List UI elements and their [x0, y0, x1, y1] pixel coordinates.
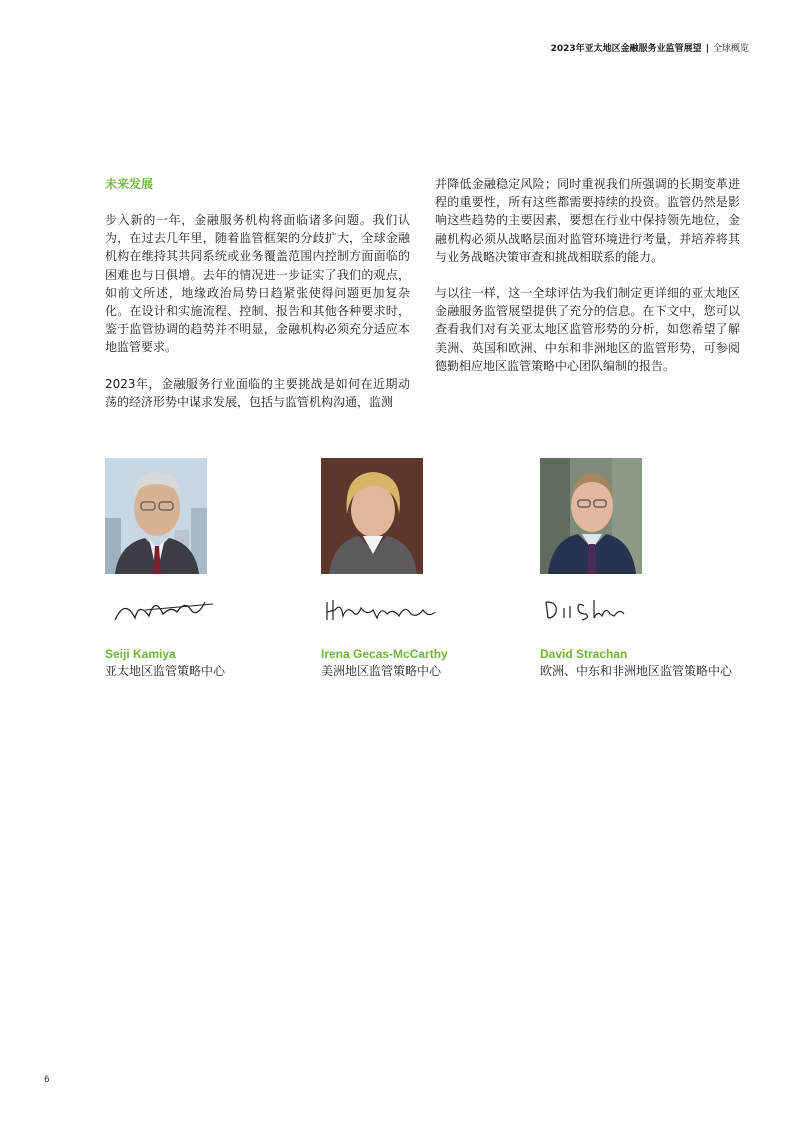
signature-strachan — [540, 588, 670, 628]
signature-gecas-mccarthy — [321, 588, 451, 628]
person-role: 亚太地区监管策略中心 — [105, 664, 226, 678]
person-card-gecas-mccarthy — [321, 458, 551, 680]
person-card-strachan — [540, 458, 770, 680]
portrait-photo-gecas-mccarthy — [321, 458, 423, 574]
person-name: Irena Gecas-McCarthy — [321, 647, 448, 661]
paragraph-continued: 并降低金融稳定风险；同时重视我们所强调的长期变革进程的重要性，所有这些都需要持续的投资。监管仍然是影响这些趋势的主要因素，要想在行业中保持领先地位，金融机构必须从战略层面对监管环境进行考量，并培养将其与业务战略决策审查和挑战相联系的能力。 — [435, 177, 740, 264]
portrait-photo-strachan — [540, 458, 642, 574]
section-heading: 未来发展 — [105, 177, 154, 191]
running-header — [551, 41, 749, 54]
paragraph-assessment: 与以往一样，这一全球评估为我们制定更详细的亚太地区金融服务监管展望提供了充分的信息。在下文中，您可以查看我们对有关亚太地区监管形势的分析，如您希望了解美洲、英国和欧洲、中东和非洲地区的监管形势，可参阅德勤相应地区监管策略中心团队编制的报告。 — [435, 286, 740, 373]
person-role: 美洲地区监管策略中心 — [321, 664, 442, 678]
right-column — [435, 175, 740, 393]
paragraph-2023: 2023年，金融服务行业面临的主要挑战是如何在近期动荡的经济形势中谋求发展，包括与监管机构沟通，监测 — [105, 376, 410, 409]
left-column — [105, 175, 410, 429]
header-section: 全球概览 — [712, 44, 749, 54]
header-title: 2023年亚太地区金融服务业监管展望 — [550, 44, 702, 54]
person-role: 欧洲、中东和非洲地区监管策略中心 — [540, 664, 733, 678]
person-card-kamiya — [105, 458, 335, 680]
signature-kamiya — [105, 588, 235, 628]
person-name: Seiji Kamiya — [105, 647, 176, 661]
person-name: David Strachan — [540, 647, 628, 661]
page-number: 6 — [44, 1075, 50, 1085]
portrait-photo-kamiya — [105, 458, 207, 574]
paragraph-intro: 步入新的一年，金融服务机构将面临诸多问题。我们认为，在过去几年里，随着监管框架的分歧扩大，全球金融机构在维持其共同系统或业务覆盖范围内控制方面面临的困难也与日俱增。去年的情况进一步证实了我们的观点，如前文所述，地缘政治局势日趋紧张使得问题更加复杂化。在设计和实施流程、控制、报告和其他各种要求时，鉴于监管协调的趋势并不明显，金融机构必须充分适应本地监管要求。 — [105, 213, 410, 355]
header-separator: | — [705, 44, 709, 54]
